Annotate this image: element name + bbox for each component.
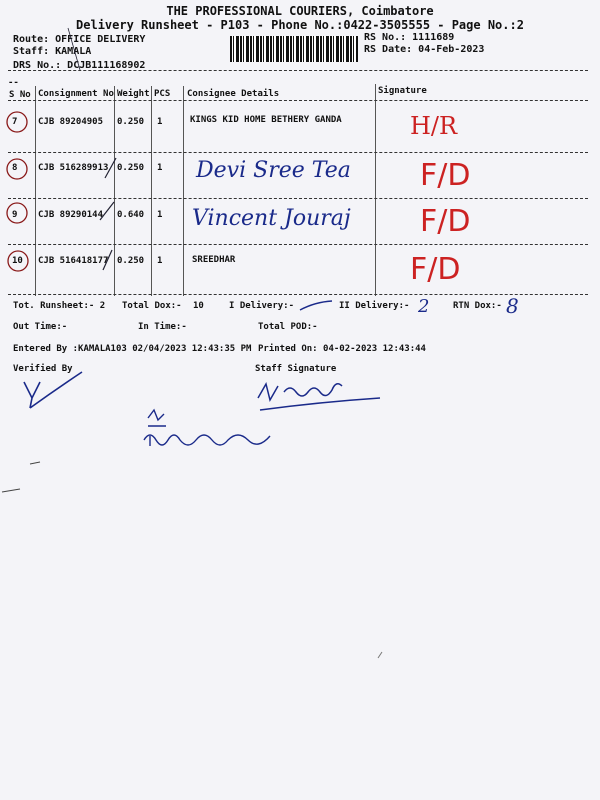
row-signature: F/D	[420, 158, 471, 193]
rs-date: RS Date: 04-Feb-2023	[364, 44, 485, 55]
circle-mark	[7, 203, 27, 223]
row-sno: 9	[12, 210, 18, 220]
handwritten-consignee: Vincent Jouraj	[192, 206, 351, 231]
col-signature: Signature	[378, 86, 427, 96]
tick-mark	[103, 250, 112, 270]
row-sno: 7	[12, 117, 18, 127]
document-title: THE PROFESSIONAL COURIERS, Coimbatore	[166, 4, 434, 18]
out-time: Out Time:-	[13, 322, 68, 332]
row-pcs: 1	[157, 117, 163, 127]
row-consignee: SREEDHAR	[192, 255, 236, 265]
handwritten-consignee: Devi Sree Tea	[196, 158, 351, 183]
stray-mark	[30, 462, 40, 464]
tick-mark	[68, 28, 80, 70]
stray-mark	[378, 652, 382, 658]
row-consignment: CJB 516418177	[38, 256, 109, 266]
row-weight: 0.250	[117, 117, 145, 127]
row-consignment: CJB 89204905	[38, 117, 104, 127]
in-time: In Time:-	[138, 322, 187, 332]
route-label: Route: OFFICE DELIVERY	[13, 34, 146, 45]
document-subtitle: Delivery Runsheet - P103 - Phone No.:0422-3505555 - Page No.:2	[76, 18, 524, 32]
ii-delivery-label: II Delivery:-	[339, 301, 410, 311]
row-weight: 0.250	[117, 163, 145, 173]
row-sno: 10	[12, 256, 23, 266]
drs-number: DRS No.: DCJB111168902	[13, 60, 146, 71]
i-delivery-label: I Delivery:-	[229, 301, 295, 311]
row-weight: 0.250	[117, 256, 145, 266]
row-pcs: 1	[157, 210, 163, 220]
total-pod: Total POD:-	[258, 322, 318, 332]
verified-by: Verified By	[13, 364, 73, 374]
col-consignment: Consignment No	[38, 89, 114, 99]
total-dox-label: Total Dox:-	[122, 301, 182, 311]
row-signature: F/D	[410, 252, 461, 287]
row-consignee: KINGS KID HOME BETHERY GANDA	[190, 115, 342, 125]
divider-mark: --	[8, 78, 19, 88]
rtn-dox-value: 8	[506, 294, 519, 318]
row-signature: H/R	[410, 112, 458, 140]
tick-mark	[105, 158, 116, 178]
extra-signature	[144, 410, 270, 446]
tot-runsheet: Tot. Runsheet:- 2	[13, 301, 106, 311]
col-sno: S No	[9, 90, 31, 100]
printed-on: Printed On: 04-02-2023 12:43:44	[258, 344, 426, 354]
tick-mark	[100, 202, 114, 220]
row-pcs: 1	[157, 256, 163, 266]
staff-signature-label: Staff Signature	[255, 364, 337, 374]
col-weight: Weight	[117, 89, 150, 99]
entered-by: Entered By :KAMALA103 02/04/2023 12:43:35 PM	[13, 344, 252, 354]
row-consignment: CJB 516289913	[38, 163, 109, 173]
verified-signature	[24, 372, 82, 408]
staff-label: Staff: KAMALA	[13, 46, 92, 57]
stray-mark	[2, 489, 20, 492]
row-weight: 0.640	[117, 210, 145, 220]
rs-number: RS No.: 1111689	[364, 32, 455, 43]
col-pcs: PCS	[154, 89, 171, 99]
circle-mark	[8, 251, 28, 271]
row-sno: 8	[12, 163, 18, 173]
circle-mark	[7, 159, 27, 179]
col-consignee: Consignee Details	[187, 89, 280, 99]
total-dox-value: 10	[193, 301, 204, 311]
row-signature: F/D	[420, 204, 471, 239]
circle-mark	[7, 112, 27, 132]
squiggle-mark	[300, 301, 332, 310]
staff-signature-mark	[258, 384, 380, 410]
ii-delivery-value: 2	[418, 296, 430, 317]
row-pcs: 1	[157, 163, 163, 173]
row-consignment: CJB 89290144	[38, 210, 104, 220]
rtn-dox-label: RTN Dox:-	[453, 301, 502, 311]
